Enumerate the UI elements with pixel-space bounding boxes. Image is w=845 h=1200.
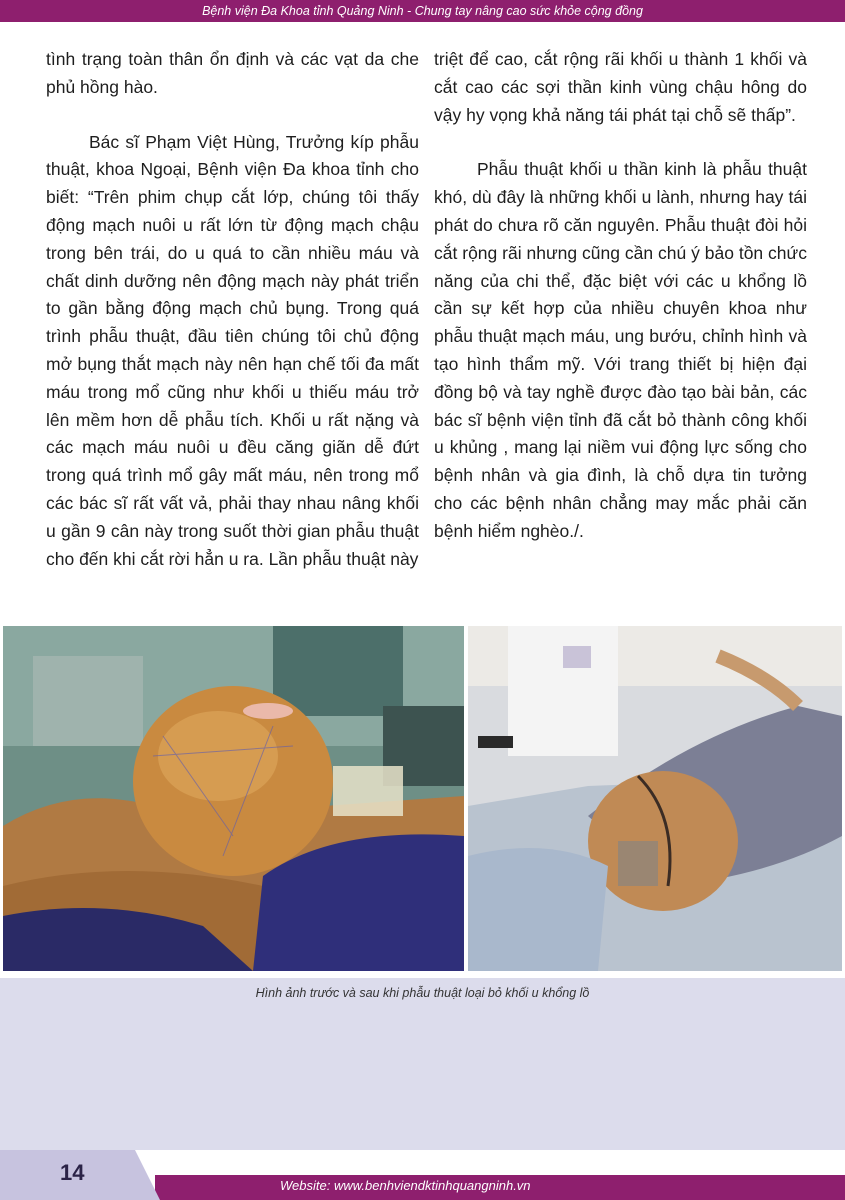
before-surgery-photo — [3, 626, 464, 971]
left-paragraph-2: Bác sĩ Phạm Việt Hùng, Trưởng kíp phẫu thuật, khoa Ngoại, Bệnh viện Đa khoa tỉnh cho biết: “Trên phim chụp cắt lớp, chúng tôi thấy động mạch nuôi u rất lớn từ động mạch chậu trong bên trái, do u quá to cần nhiều máu và chất dinh dưỡng nên động mạch này phát triển to gần bằng động mạch chủ bụng. Trong quá trình phẫu thuật, đầu tiên chúng tôi chủ động mở bụng thắt mạch này nên hạn chế tối đa mất máu trong mổ cũng như khối u thiếu máu trở lên mềm hơn dễ phẫu tích. Khối u rất nặng và các mạch máu nuôi u đều căng giãn dễ đứt trong quá trình mổ gây mất máu, nên trong mổ các bác sĩ rất vất vả, phải thay nhau nâng khối u gần 9 cân này trong suốt thời gian phẫu thuật cho đến khi cắt rời hẳn u ra. Lần phẫu thuật này — [46, 131, 419, 569]
after-surgery-image — [468, 626, 842, 971]
page-number: 14 — [60, 1160, 85, 1185]
right-column — [434, 46, 807, 546]
right-paragraph-1: triệt để cao, cắt rộng rãi khối u thành 1 khối và cắt cao các sợi thần kinh vùng chậu hông do vậy hy vọng khả năng tái phát tại chỗ sẽ thấp”. — [434, 49, 807, 125]
header-bar — [0, 0, 845, 22]
left-column — [46, 46, 419, 573]
left-paragraph-1: tình trạng toàn thân ổn định và các vạt da che phủ hồng hào. — [46, 49, 419, 97]
caption-band — [0, 978, 845, 1150]
photo-section — [0, 616, 845, 978]
header-title: Bệnh viện Đa Khoa tỉnh Quảng Ninh - Chung tay nâng cao sức khỏe cộng đồng — [202, 4, 643, 18]
before-surgery-image — [3, 626, 464, 971]
right-paragraph-2: Phẫu thuật khối u thần kinh là phẫu thuật khó, dù đây là những khối u lành, nhưng hay tái phát do chưa rõ căn nguyên. Phẫu thuật đòi hỏi cắt rộng rãi nhưng cũng cần chú ý bảo tồn chức năng của chi thể, đặc biệt với các u khổng lồ cần sự kết hợp của nhiều chuyên khoa như phẫu thuật mạch máu, ung bướu, chỉnh hình và tạo hình thẩm mỹ. Với trang thiết bị hiện đại đồng bộ và tay nghề được đào tạo bài bản, các bác sĩ bệnh viện tỉnh đã cắt bỏ thành công khối u khủng , mang lại niềm vui động lực sống cho bệnh nhân và gia đình, là chỗ dựa tin tưởng cho các bệnh nhân chẳng may mắc phải căn bệnh hiểm nghèo./. — [434, 159, 807, 541]
footer-website: Website: www.benhviendktinhquangninh.vn — [280, 1178, 531, 1193]
after-surgery-photo — [468, 626, 842, 971]
figure-caption: Hình ảnh trước và sau khi phẫu thuật loại bỏ khối u khổng lồ — [255, 986, 590, 1000]
